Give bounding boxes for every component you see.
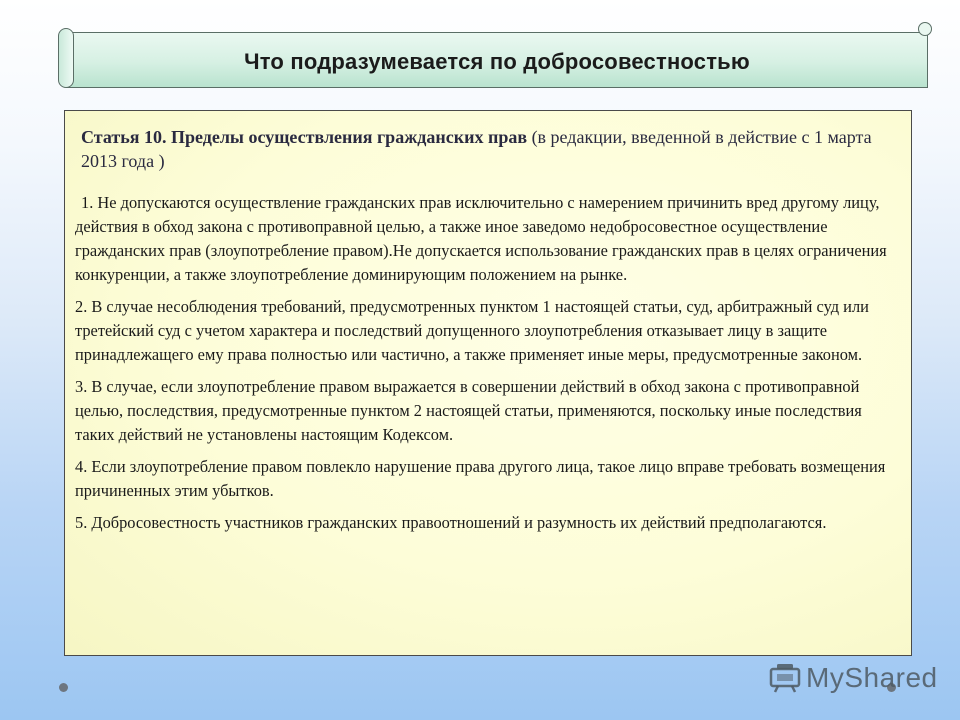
- article-heading-title: Статья 10. Пределы осуществления гражданских прав: [81, 127, 528, 147]
- scroll-curl-right: [918, 22, 932, 36]
- bullet-dot-left: [59, 683, 68, 692]
- article-panel: [64, 110, 912, 656]
- title-banner-body: [66, 32, 928, 88]
- scroll-curl-left: [58, 28, 74, 88]
- presentation-board-icon: [768, 663, 802, 693]
- watermark: [768, 658, 938, 698]
- article-heading-note: (в редакции, введенной в действие с 1 марта 2013 года ): [81, 127, 872, 171]
- article-paragraph-3: 3. В случае, если злоупотребление правом выражается в совершении действий в обход закона с противоправной целью, последствия, предусмотренные пунктом 2 настоящей статьи, применяются, поскольку иные последствия таких действий не установлены настоящим Кодексом.: [75, 377, 862, 444]
- watermark-text: MyShared: [806, 662, 938, 693]
- article-paragraph-1: 1. Не допускаются осуществление гражданских прав исключительно с намерением причинить вред другому лицу, действия в обход закона с противоправной целью, а также иное заведомо недобросовестное осуществление гражданских прав (злоупотребление правом).Не допускается использование гражданских прав в целях ограничения конкуренции, а также злоупотребление доминирующим положением на рынке.: [75, 193, 887, 284]
- slide-title: Что подразумевается по добросовестностью: [244, 49, 750, 74]
- article-paragraph-5: 5. Добросовестность участников гражданских правоотношений и разумность их действий предполагаются.: [75, 513, 827, 532]
- title-banner: [58, 28, 928, 88]
- article-paragraph-4: 4. Если злоупотребление правом повлекло нарушение права другого лица, такое лицо вправе требовать возмещения причиненных этим убытков.: [75, 457, 886, 500]
- article-paragraph-2: 2. В случае несоблюдения требований, предусмотренных пунктом 1 настоящей статьи, суд, арбитражный суд или третейский суд с учетом характера и последствий допущенного злоупотребления отказывает лицу в защите принадлежащего ему права полностью или частично, а также применяет иные меры, предусмотренные законом.: [75, 297, 869, 364]
- article-heading: [81, 125, 897, 173]
